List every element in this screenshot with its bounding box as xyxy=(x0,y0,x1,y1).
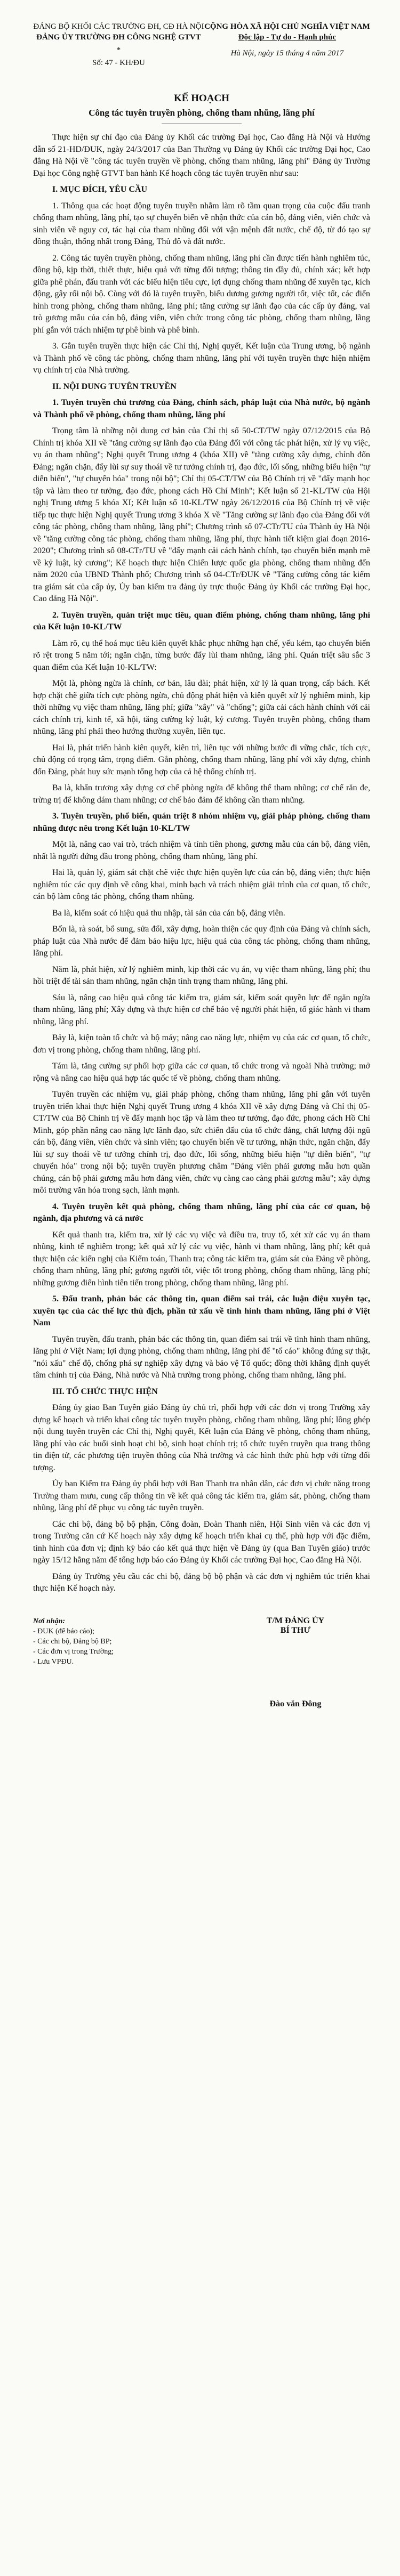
body-paragraph: Tuyên truyền, đấu tranh, phản bác các thông tin, quan điểm sai trái về tình hình tham nhũng, lãng phí ở Việt Nam; lợi dụng phòng, chống tham nhũng, lãng phí để "tố cáo" không đúng sự thật, "nói xấu" chế độ, chống phá sự nghiệp xây dựng và bảo vệ Tổ quốc; đồng thời khẳng định quyết tâm chính trị của Đảng, Nhà nước và Nhà trường trong phòng, chống tham nhũng, lãng phí. xyxy=(33,1334,370,1380)
signer-name: Đào văn Đông xyxy=(269,1699,322,1708)
body-paragraph: Trọng tâm là những nội dung cơ bản của Chỉ thị số 50-CT/TW ngày 07/12/2015 của Bộ Chính trị khóa XII về "tăng cường sự lãnh đạo của Đảng đối với công tác phát hiện, xử lý vụ việc, vụ án tham nhũng"; Nghị quyết Trung ương 4 (khóa XII) về "tăng cường xây dựng, chỉnh đốn Đảng; ngăn chặn, đẩy lùi sự suy thoái về tư tưởng chính trị, đạo đức, lối sống, những biểu hiện "tự diễn biến", "tự chuyển hóa" trong nội bộ"; Chỉ thị 05-CT/TW của Bộ Chính trị về "đẩy mạnh học tập và làm theo tư tưởng, đạo đức, phong cách Hồ Chí Minh"; Kết luận số 21-KL/TW của Hội nghị Trung ương 5 khóa XI; Kết luận số 10-KL/TW ngày 26/12/2016 của Bộ Chính trị về việc tiếp tục thực hiện Nghị quyết Trung ương 3 khóa X về "Tăng cường sự lãnh đạo của Đảng đối với công tác phòng, chống tham nhũng, lãng phí"; Chương trình số 07-CTr/TU của Thành ủy Hà Nội về "tăng cường công tác phòng, chống tham nhũng, lãng phí, thực hành tiết kiệm giai đoạn 2016-2020"; Chương trình số 08-CTr/TU về "đẩy mạnh cải cách hành chính, tạo chuyển biến mạnh mẽ về kỷ luật, kỷ cương"; Kế hoạch thực hiện Chiến lược quốc gia phòng, chống tham nhũng đến năm 2020 của UBND Thành phố; Chương trình số 04-CTr/ĐUK về "Tăng cường công tác kiểm tra giám sát của cấp ủy, Ủy ban kiểm tra đảng ủy trực thuộc Đảng ủy Khối các trường Đại học, Cao đẳng Hà Nội". xyxy=(33,426,370,603)
recipient-item: - Các chi bộ, Đảng bộ BP; xyxy=(33,1637,112,1646)
body-paragraph: Tám là, tăng cường sự phối hợp giữa các cơ quan, tổ chức trong và ngoài Nhà trường; mở rộng và nâng cao hiệu quả hợp tác quốc tế về phòng, chống tham nhũng. xyxy=(33,1062,370,1083)
signature-space xyxy=(221,1635,370,1699)
recipient-item: - Lưu VPĐU. xyxy=(33,1657,74,1666)
subsection-heading: 5. Đấu tranh, phản bác các thông tin, quan điểm sai trái, các luận điệu xuyên tạc, xuyên tạc của các thế lực thù địch, phần tử xấu về tình hình tham nhũng, lãng phí ở Việt Nam xyxy=(33,1294,370,1327)
body-paragraph: Một là, phòng ngừa là chính, cơ bản, lâu dài; phát hiện, xử lý là quan trọng, cấp bách. Kết hợp chặt chẽ giữa tích cực phòng ngừa, chủ động phát hiện và kiên quyết xử lý nghiêm minh, kịp thời những vụ việc tham nhũng, lãng phí; giữa "xây" và "chống"; giữa cải cách hành chính với cải cách chính trị, kinh tế, xã hội, tăng cường kỷ luật, kỷ cương. Tuyên truyền phòng, chống tham nhũng, lãng phí phải theo hướng thường xuyên, liên tục. xyxy=(33,679,370,736)
body-paragraph: 3. Gắn tuyên truyền thực hiện các Chỉ thị, Nghị quyết, Kết luận của Trung ương, bộ ngành và Thành phố về công tác phòng, chống tham nhũng, lãng phí với tuyên truyền thực hiện nhiệm vụ chính trị của Nhà trường. xyxy=(33,342,370,375)
issue-date: Hà Nội, ngày 15 tháng 4 năm 2017 xyxy=(230,49,344,58)
body-paragraph: Thực hiện sự chỉ đạo của Đảng ủy Khối các trường Đại học, Cao đẳng Hà Nội và Hướng dẫn số 21-HD/ĐUK, ngày 24/3/2017 của Ban Thường vụ Đảng ủy Khối các trường Đại học, Cao đẳng Hà Nội về "công tác tuyên truyền về phòng, chống tham nhũng, lãng phí" Đảng ủy Trường Đại học Công nghệ GTVT ban hành Kế hoạch công tác tuyên truyền như sau: xyxy=(33,133,370,178)
document-title: KẾ HOẠCH xyxy=(174,93,229,104)
document-header xyxy=(33,21,370,68)
section-heading: I. MỤC ĐÍCH, YÊU CẦU xyxy=(52,185,148,194)
recipient-item: - Các đơn vị trong Trường; xyxy=(33,1647,114,1656)
signer-role: BÍ THƯ xyxy=(280,1625,311,1635)
body-paragraph: Ba là, khẩn trương xây dựng cơ chế phòng ngừa để không thể tham nhũng; cơ chế răn đe, trừng trị để không dám tham nhũng; cơ chế bảo đảm để không cần tham nhũng. xyxy=(33,783,370,805)
body-paragraph: Đảng ủy Trường yêu cầu các chi bộ, đảng bộ bộ phận và các đơn vị nghiêm túc triển khai thực hiện Kế hoạch này. xyxy=(33,1571,370,1593)
document-body xyxy=(33,132,370,1595)
recipient-item: - ĐUK (để báo cáo); xyxy=(33,1627,95,1635)
issuer-block xyxy=(33,21,204,68)
subsection-heading: 3. Tuyên truyền, phổ biến, quán triệt 8 nhóm nhiệm vụ, giải pháp phòng, chống tham nhũng được nêu trong Kết luận 10-KL/TW xyxy=(33,812,370,833)
body-paragraph: Làm rõ, cụ thể hoá mục tiêu kiên quyết khắc phục những hạn chế, yếu kém, tạo chuyển biến rõ rệt trong 5 năm tới; ngăn chặn, từng bước đẩy lùi tham nhũng, lãng phí. Quán triệt sâu sắc 3 quan điểm của Kết luận 10-KL/TW: xyxy=(33,638,370,672)
document-subtitle: Công tác tuyên truyền phòng, chống tham nhũng, lãng phí xyxy=(89,108,315,118)
subsection-heading: 1. Tuyên truyền chủ trương của Đảng, chính sách, pháp luật của Nhà nước, bộ ngành và Thành phố về phòng, chống tham nhũng, lãng phí xyxy=(33,398,370,419)
body-paragraph: Sáu là, nâng cao hiệu quả công tác kiểm tra, giám sát, kiểm soát quyền lực để ngăn ngừa tham nhũng, lãng phí; Xây dựng và thực hiện cơ chế bảo vệ người phát hiện, tố giác hành vi tham nhũng, lãng phí. xyxy=(33,993,370,1026)
recipients-label: Nơi nhận: xyxy=(33,1617,66,1625)
body-paragraph: 1. Thông qua các hoạt động tuyên truyền nhằm làm rõ tầm quan trọng của cuộc đấu tranh chống tham nhũng, lãng phí, tạo sự chuyển biến về nhận thức của cán bộ, đảng viên, viên chức và sinh viên về nguy cơ, tác hại của tham nhũng đối với vận mệnh đất nước, chế độ, từ đó tạo sự đồng thuận, thống nhất trong Đảng, Thủ đô và đất nước. xyxy=(33,201,370,246)
body-paragraph: Đảng ủy giao Ban Tuyên giáo Đảng ủy chủ trì, phối hợp với các đơn vị trong Trường xây dựng kế hoạch và triển khai công tác tuyên truyền phòng, chống tham nhũng, lãng phí; lồng ghép nội dung tuyên truyền các Chỉ thị, Nghị quyết, Kết luận của Đảng về phòng, chống tham nhũng, lãng phí vào các buổi sinh hoạt chi bộ, sinh hoạt chính trị; tổ chức tuyên truyền qua trang thông tin điện tử, các phương tiện truyền thông của Nhà trường và các hình thức phù hợp với từng đối tượng. xyxy=(33,1403,370,1472)
body-paragraph: Ủy ban Kiểm tra Đảng ủy phối hợp với Ban Thanh tra nhân dân, các đơn vị chức năng trong Trường tham mưu, cung cấp thông tin về kết quả công tác kiểm tra, giám sát, phòng, chống tham nhũng, lãng phí để phục vụ công tác tuyên truyền. xyxy=(33,1479,370,1512)
body-paragraph: Năm là, phát hiện, xử lý nghiêm minh, kịp thời các vụ án, vụ việc tham nhũng, lãng phí; thu hồi triệt để tài sản tham nhũng, ngăn chặn tình trạng tham nhũng, lãng phí. xyxy=(33,965,370,986)
signature-block xyxy=(221,1616,370,1709)
section-heading: II. NỘI DUNG TUYÊN TRUYỀN xyxy=(52,382,177,391)
document-number: Số: 47 - KH/ĐU xyxy=(92,59,145,67)
signature-section xyxy=(33,1616,370,1709)
star-mark: * xyxy=(116,46,121,54)
body-paragraph: 2. Công tác tuyên truyền phòng, chống tham nhũng, lãng phí cần được tiến hành nghiêm túc, đồng bộ, kịp thời, thiết thực, hiệu quả với từng đối tượng; thông tin đầy đủ, chính xác; kết hợp giữa phê phán, đấu tranh với các biểu hiện tiêu cực, lợi dụng chống tham nhũng để xuyên tạc, kích động, gây rối nội bộ. Cùng với đó là tuyên truyền, biểu dương gương người tốt, việc tốt, các điển hình trong phòng, chống tham nhũng, lãng phí; tăng cường sự lãnh đạo của các cấp ủy đảng, vai trò gương mẫu của cán bộ, đảng viên, viên chức trong công tác phòng, chống tham nhũng, lãng phí gắn với trách nhiệm tự phê bình và phê bình. xyxy=(33,253,370,335)
country-name: CỘNG HÒA XÃ HỘI CHỦ NGHĨA VIỆT NAM xyxy=(204,22,370,31)
body-paragraph: Một là, nâng cao vai trò, trách nhiệm và tính tiên phong, gương mẫu của cán bộ, đảng viên, nhất là người đứng đầu trong phòng, chống tham nhũng, lãng phí. xyxy=(33,840,370,861)
body-paragraph: Kết quả thanh tra, kiểm tra, xử lý các vụ việc và điều tra, truy tố, xét xử các vụ án tham nhũng, kinh tế nghiêm trọng; kết quả xử lý các vụ việc, hành vi tham nhũng, lãng phí; kết quả thực hiện các kiến nghị của Kiểm toán, Thanh tra; công tác kiểm tra, giám sát của Đảng về phòng, chống tham nhũng, lãng phí; gương người tốt, việc tốt trong phòng, chống tham nhũng, lãng phí; những gương điển hình tiên tiến trong phòng, chống tham nhũng, lãng phí. xyxy=(33,1230,370,1287)
body-paragraph: Bảy là, kiện toàn tổ chức và bộ máy; nâng cao năng lực, nhiệm vụ của các cơ quan, tổ chức, đơn vị trong phòng, chống tham nhũng, lãng phí. xyxy=(33,1033,370,1055)
section-heading: III. TỔ CHỨC THỰC HIỆN xyxy=(52,1387,158,1396)
motto: Độc lập - Tự do - Hạnh phúc xyxy=(238,33,337,42)
party-committee-name: ĐẢNG BỘ KHỐI CÁC TRƯỜNG ĐH, CĐ HÀ NỘI xyxy=(33,22,204,31)
body-paragraph: Hai là, phát triển hành kiên quyết, kiên trì, liên tục với những bước đi vững chắc, tích cực, chủ động có trọng tâm, trọng điểm. Gắn phòng, chống tham nhũng, lãng phí với xây dựng, chỉnh đốn Đảng, phát huy sức mạnh tổng hợp của cả hệ thống chính trị. xyxy=(33,743,370,776)
body-paragraph: Ba là, kiểm soát có hiệu quả thu nhập, tài sản của cán bộ, đảng viên. xyxy=(52,908,285,918)
recipients-block xyxy=(33,1616,193,1709)
national-motto-block xyxy=(204,21,370,68)
body-paragraph: Bốn là, rà soát, bổ sung, sửa đổi, xây dựng, hoàn thiện các quy định của Đảng và chính sách, pháp luật của Nhà nước để đảm bảo hiệu lực, hiệu quả của công tác phòng, chống tham nhũng, lãng phí. xyxy=(33,925,370,958)
body-paragraph: Tuyên truyền các nhiệm vụ, giải pháp phòng, chống tham nhũng, lãng phí gắn với tuyên truyền triển khai thực hiện Nghị quyết Trung ương 4 khóa XII về xây dựng Đảng và Chỉ thị 05-CT/TW của Bộ Chính trị về đẩy mạnh học tập và làm theo tư tưởng, đạo đức, phong cách Hồ Chí Minh, góp phần nâng cao năng lực lãnh đạo, sức chiến đấu của tổ chức đảng, chất lượng đội ngũ cán bộ, đảng viên, viên chức và sinh viên; tạo chuyển biến về tư tưởng, nhận thức, ngăn chặn, đẩy lùi sự suy thoái về tư tưởng chính trị, đạo đức, lối sống, những biểu hiện "tự diễn biến", "tự chuyển hóa" trong nội bộ; tuyên truyền phương châm "Đảng viên phải gương mẫu hơn quần chúng, cán bộ phải gương mẫu hơn đảng viên, chức vụ càng cao càng phải gương mẫu"; xây dựng môi trường văn hóa trong sạch, lành mạnh. xyxy=(33,1090,370,1195)
signer-organization: T/M ĐẢNG ỦY xyxy=(266,1616,325,1625)
subsection-heading: 4. Tuyên truyền kết quả phòng, chống tham nhũng, lãng phí của các cơ quan, bộ ngành, địa phương và cả nước xyxy=(33,1202,370,1223)
subsection-heading: 2. Tuyên truyền, quán triệt mục tiêu, quan điểm phòng, chống tham nhũng, lãng phí của Kết luận 10-KL/TW xyxy=(33,610,370,631)
body-paragraph: Hai là, quản lý, giám sát chặt chẽ việc thực hiện quyền lực của cán bộ, đảng viên; thực hiện nghiêm túc các quy định về công khai, minh bạch và trách nhiệm giải trình của cơ quan, tổ chức, cán bộ làm công tác phòng, chống tham nhũng. xyxy=(33,868,370,901)
body-paragraph: Các chi bộ, đảng bộ bộ phận, Công đoàn, Đoàn Thanh niên, Hội Sinh viên và các đơn vị trong Trường căn cứ Kế hoạch này xây dựng kế hoạch triển khai cụ thể, phù hợp với đặc điểm, tình hình của đơn vị; định kỳ báo cáo kết quả thực hiện về Đảng ủy (qua Ban Tuyên giáo) trước ngày 15/12 hằng năm để tổng hợp báo cáo Đảng ủy Khối các trường Đại học, Cao đẳng Hà Nội. xyxy=(33,1519,370,1565)
issuer-name: ĐẢNG ỦY TRƯỜNG ĐH CÔNG NGHỆ GTVT xyxy=(36,33,201,42)
